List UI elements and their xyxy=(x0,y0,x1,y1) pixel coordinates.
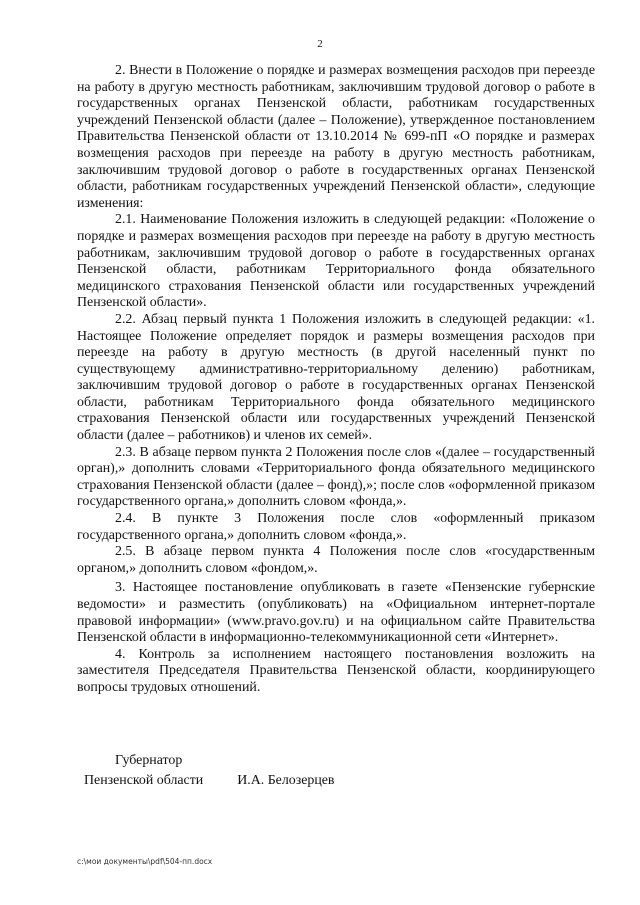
signer-title: Губернатор xyxy=(115,753,183,768)
paragraph-control: 4. Контроль за исполнением настоящего постановления возложить на заместителя Председателя Правительства Пензенской области, координирующего вопросы трудовых отношений. xyxy=(77,646,595,695)
paragraph-2-5: 2.5. В абзаце первом пункта 4 Положения после слов «государственным органом,» дополнить словом «фондом,». xyxy=(77,544,595,576)
paragraph-2-3: 2.3. В абзаце первом пункта 2 Положения после слов «(далее – государственный орган),» дополнить словами «Территориального фонда обязательного медицинского страхования Пензенской области (далее – фонд),»; после слов «оформленной приказом государственного органа,» дополнить словом «фонда,». xyxy=(77,444,595,510)
signature-block xyxy=(84,751,334,791)
paragraph-publication: 3. Настоящее постановление опубликовать в газете «Пензенские губернские ведомости» и разместить (опубликовать) на «Официальном интернет-портале правовой информации» (www.pravo.gov.ru) и на официальном сайте Правительства Пензенской области в информационно-телекоммуникационной сети «Интернет». xyxy=(77,580,595,646)
document-body xyxy=(77,63,595,697)
page-number: 2 xyxy=(317,38,323,50)
paragraph-2-4: 2.4. В пункте 3 Положения после слов «оформленный приказом государственного органа,» дополнить словом «фонда,». xyxy=(77,511,595,543)
paragraph-amendment-intro: 2. Внести в Положение о порядке и размерах возмещения расходов при переезде на работу в другую местность работникам, заключившим трудовой договор о работе в государственных органах Пензенской области, работникам государственных учреждений Пензенской области (далее – Положение), утвержденное постановлением Правительства Пензенской области от 13.10.2014 № 699-пП «О порядке и размерах возмещения расходов при переезде на работу в другую местность работникам, заключившим трудовой договор о работе в государственных органах Пензенской области, работникам государственных учреждений Пензенской области», следующие изменения: xyxy=(77,63,595,211)
footer-file-path: c:\мои документы\pdf\504-пп.docx xyxy=(77,857,213,866)
signer-name: И.А. Белозерцев xyxy=(237,773,335,788)
paragraph-2-1: 2.1. Наименование Положения изложить в следующей редакции: «Положение о порядке и размерах возмещения расходов при переезде на работу в другую местность работникам, заключившим трудовой договор о работе в государственных органах Пензенской области, работникам Территориального фонда обязательного медицинского страхования Пензенской области или государственных учреждений Пензенской области». xyxy=(77,212,595,311)
signer-region: Пензенской области xyxy=(84,773,204,788)
paragraph-2-2: 2.2. Абзац первый пункта 1 Положения изложить в следующей редакции: «1. Настоящее Положение определяет порядок и размеры возмещения расходов при переезде на работу в другую местность (в другой населенный пункт по существующему административно-территориальному делению) работникам, заключившим трудовой договор о работе в государственных органах Пензенской области, работникам Территориального фонда обязательного медицинского страхования Пензенской области или государственных учреждений Пензенской области (далее – работников) и членов их семей». xyxy=(77,311,595,444)
signer-region-row xyxy=(84,771,334,791)
